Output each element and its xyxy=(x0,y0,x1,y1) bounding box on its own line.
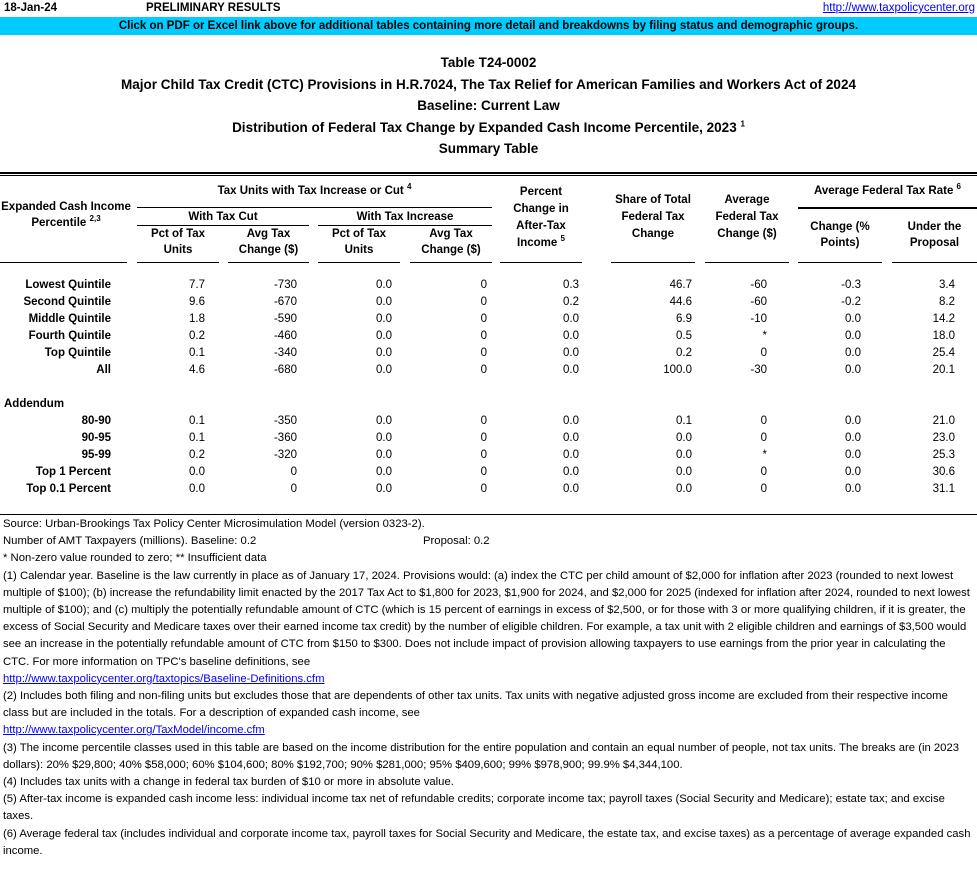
table-cell: 23.0 xyxy=(932,432,955,444)
table-cell: 0.0 xyxy=(563,483,579,495)
table-row xyxy=(0,330,977,347)
table-row xyxy=(0,279,977,296)
footnote-3: (3) The income percentile classes used in this table are based on the income distribution for the entire population and contain an equal number of people, not tax units. The breaks are (in 2023 dollars): 20% $29,800; 40% $58,000; 60% $104,600; 80% $192,700; 90% $281,000; 95% $409,600; 99% $978,900; 99.9% $4,344,100. xyxy=(3,741,960,771)
table-cell: 46.7 xyxy=(669,279,692,291)
header-underline xyxy=(500,262,582,263)
table-cell: 0 xyxy=(480,415,487,427)
baseline-label: Baseline: Current Law xyxy=(417,98,560,113)
table-cell: 0 xyxy=(480,449,487,461)
table-cell: 0.1 xyxy=(189,415,205,427)
header-text: Pct of Tax xyxy=(331,228,387,240)
table-cell: -60 xyxy=(750,279,767,291)
table-top-rule-2 xyxy=(0,175,977,176)
header-text: Under the xyxy=(907,221,962,233)
header-underline xyxy=(705,262,789,263)
table-cell: -340 xyxy=(273,347,297,359)
header-percentile xyxy=(0,200,132,231)
preliminary-label: PRELIMINARY RESULTS xyxy=(146,2,281,14)
table-cell: 0.0 xyxy=(376,483,392,495)
header-inc-pct-units xyxy=(318,227,400,258)
table-cell: 0.0 xyxy=(376,449,392,461)
header-text: Income xyxy=(517,237,558,249)
header-text: Change ($) xyxy=(238,243,299,256)
footnote-ref: 5 xyxy=(560,234,565,244)
header-text: Average xyxy=(724,194,770,206)
table-row xyxy=(0,466,977,483)
table-row xyxy=(0,415,977,432)
amt-proposal: Proposal: 0.2 xyxy=(423,535,490,548)
table-row xyxy=(0,347,977,364)
table-cell: 4.6 xyxy=(189,364,205,376)
table-cell: 0.0 xyxy=(189,466,205,478)
table-cell: 0.0 xyxy=(845,347,861,359)
header-text: Proposal xyxy=(909,237,960,249)
table-cell: 100.0 xyxy=(663,364,692,376)
header-underline xyxy=(892,262,977,263)
header-text xyxy=(500,235,582,252)
table-cell: 30.6 xyxy=(932,466,955,478)
table-cell: -30 xyxy=(750,364,767,376)
top-bar xyxy=(0,0,977,18)
table-cell: 0 xyxy=(480,432,487,444)
table-cell: 14.2 xyxy=(932,313,955,325)
table-id: Table T24-0002 xyxy=(440,55,537,70)
table-row xyxy=(0,364,977,381)
header-text: Change ($) xyxy=(717,228,777,240)
header-text: Units xyxy=(344,243,374,256)
table-cell: 0.2 xyxy=(676,347,692,359)
header-cut-pct-units xyxy=(137,227,219,258)
table-cell: 0.0 xyxy=(845,483,861,495)
table-cell: -460 xyxy=(273,330,297,342)
header-tax-units-group xyxy=(137,184,492,200)
table-cell: 0.0 xyxy=(376,466,392,478)
table-cell: 0.0 xyxy=(563,347,579,359)
table-cell: 0.1 xyxy=(676,415,692,427)
table-cell: 0.0 xyxy=(563,330,579,342)
header-text: Percentile xyxy=(31,216,87,229)
row-label: Fourth Quintile xyxy=(28,330,111,342)
header-inc-avg-change xyxy=(410,227,492,258)
table-cell: 0.0 xyxy=(376,313,392,325)
table-cell: 25.3 xyxy=(932,449,955,461)
source-note: Source: Urban-Brookings Tax Policy Center Microsimulation Model (version 0323-2). xyxy=(3,518,425,530)
header-text: Change (% xyxy=(810,221,870,233)
table-cell: 31.1 xyxy=(932,483,955,495)
table-cell: 0.0 xyxy=(563,364,579,376)
header-text: Federal Tax xyxy=(621,211,685,223)
table-cell: 0.0 xyxy=(563,466,579,478)
header-under-proposal xyxy=(892,219,977,251)
summary-label: Summary Table xyxy=(438,141,539,156)
table-cell: 6.9 xyxy=(676,313,692,325)
table-cell: 1.8 xyxy=(189,313,205,325)
footnote-ref: 4 xyxy=(406,182,412,192)
footnote-5: (5) After-tax income is expanded cash income less: individual income tax net of refundable credits; corporate income tax; payroll taxes (Social Security and Medicare); estate tax; and excise taxes. xyxy=(3,793,945,823)
header-text: Units xyxy=(163,243,193,256)
table-cell: 0.0 xyxy=(845,466,861,478)
row-label: 90-95 xyxy=(81,432,111,444)
header-text: Federal Tax xyxy=(715,211,779,223)
table-cell: 0.0 xyxy=(845,330,861,342)
table-cell: 0.0 xyxy=(376,364,392,376)
table-row xyxy=(0,449,977,466)
header-text: Average Federal Tax Rate xyxy=(814,185,954,197)
table-cell: 25.4 xyxy=(932,347,955,359)
table-cell: 0 xyxy=(760,432,767,444)
distribution-title xyxy=(0,117,977,139)
header-rate-change xyxy=(798,219,882,251)
table-cell: 0.2 xyxy=(563,296,579,308)
amt-baseline: Number of AMT Taxpayers (millions). Baseline: 0.2 xyxy=(3,535,257,548)
table-cell: 0 xyxy=(480,330,487,342)
table-cell: 0 xyxy=(480,364,487,376)
table-cell: -590 xyxy=(273,313,297,325)
row-label: 80-90 xyxy=(81,415,111,427)
footnote-ref: 6 xyxy=(956,182,961,192)
row-label: All xyxy=(96,364,111,376)
table-cell: 0.0 xyxy=(563,415,579,427)
table-cell: -670 xyxy=(273,296,297,308)
row-label: Middle Quintile xyxy=(28,313,111,325)
table-cell: 0.0 xyxy=(563,449,579,461)
table-cell: 0 xyxy=(290,466,297,478)
table-row xyxy=(0,483,977,500)
table-cell: 0.0 xyxy=(376,330,392,342)
notes-block xyxy=(3,516,975,860)
footnote-ref: 2,3 xyxy=(89,213,101,223)
info-banner: Click on PDF or Excel link above for additional tables containing more detail and breakdowns by filing status and demographic groups. xyxy=(0,17,977,35)
table-cell: * xyxy=(762,449,767,461)
table-title: Major Child Tax Credit (CTC) Provisions in H.R.7024, The Tax Relief for American Families and Workers Act of 2024 xyxy=(121,76,856,92)
header-cut-avg-change xyxy=(228,227,309,258)
table-cell: * xyxy=(762,330,767,342)
table-cell: 0.0 xyxy=(845,415,861,427)
table-cell: -730 xyxy=(273,279,297,291)
header-underline xyxy=(137,225,309,226)
table-cell: 0 xyxy=(290,483,297,495)
table-cell: 0.0 xyxy=(845,313,861,325)
table-cell: -60 xyxy=(750,296,767,308)
table-cell: 0 xyxy=(760,466,767,478)
header-avg-fed-change xyxy=(705,192,789,243)
legend-note: * Non-zero value rounded to zero; ** Insufficient data xyxy=(3,552,267,565)
table-cell: 0.0 xyxy=(376,279,392,291)
table-cell: -680 xyxy=(273,364,297,376)
header-text: Share of Total xyxy=(615,194,691,206)
report-date: 18-Jan-24 xyxy=(4,2,58,14)
header-text: Change ($) xyxy=(421,243,481,256)
income-definition-link[interactable]: http://www.taxpolicycenter.org/TaxModel/income.cfm xyxy=(3,724,265,737)
row-label: Top 0.1 Percent xyxy=(26,483,111,495)
header-underline xyxy=(318,225,492,226)
addendum-label: Addendum xyxy=(4,398,65,410)
row-label: Lowest Quintile xyxy=(25,279,111,291)
header-text: After-Tax xyxy=(516,220,566,232)
table-cell: 0 xyxy=(480,279,487,291)
footnote-ref: 1 xyxy=(740,119,745,128)
table-cell: 0 xyxy=(480,466,487,478)
table-cell: 0.0 xyxy=(676,483,692,495)
table-cell: 0.0 xyxy=(676,432,692,444)
table-cell: 0.0 xyxy=(376,347,392,359)
header-text: Avg Tax xyxy=(429,228,473,240)
table-cell: 7.7 xyxy=(189,279,205,291)
table-cell: 0.0 xyxy=(676,449,692,461)
header-underline xyxy=(137,207,492,208)
table-cell: 0 xyxy=(760,415,767,427)
header-underline xyxy=(318,262,400,263)
header-underline xyxy=(611,262,695,263)
table-cell: 21.0 xyxy=(932,415,955,427)
table-cell: 3.4 xyxy=(939,279,955,291)
table-row xyxy=(0,313,977,330)
table-cell: -350 xyxy=(273,415,297,427)
header-percentile-line1: Expanded Cash Income xyxy=(1,201,131,213)
header-underline xyxy=(137,262,219,263)
table-cell: 0.2 xyxy=(189,449,205,461)
table-cell: -0.2 xyxy=(841,296,861,308)
table-cell: 9.6 xyxy=(189,296,205,308)
row-label: Second Quintile xyxy=(23,296,111,308)
table-cell: 8.2 xyxy=(939,296,955,308)
title-block xyxy=(0,52,977,160)
table-cell: 0 xyxy=(760,347,767,359)
table-cell: 0.1 xyxy=(189,432,205,444)
header-underline xyxy=(0,262,127,263)
table-cell: 0 xyxy=(480,347,487,359)
header-text: Points) xyxy=(820,237,860,249)
table-cell: 0.3 xyxy=(563,279,579,291)
header-pct-after-tax xyxy=(500,184,582,252)
table-cell: 0.0 xyxy=(845,432,861,444)
table-cell: 0 xyxy=(480,483,487,495)
table-row xyxy=(0,296,977,313)
header-text: Change in xyxy=(513,203,569,215)
row-label: Top 1 Percent xyxy=(35,466,111,478)
footnote-4: (4) Includes tax units with a change in federal tax burden of $10 or more in absolute value. xyxy=(3,776,454,789)
table-bottom-rule xyxy=(0,514,977,515)
table-cell: 0 xyxy=(760,483,767,495)
header-text: Tax Units with Tax Increase or Cut xyxy=(217,185,404,197)
table-cell: -360 xyxy=(273,432,297,444)
header-text: Pct of Tax xyxy=(150,228,206,240)
row-label: Top Quintile xyxy=(44,347,111,359)
header-share-total xyxy=(611,192,695,243)
baseline-definitions-link[interactable]: http://www.taxpolicycenter.org/taxtopics/Baseline-Definitions.cfm xyxy=(3,672,325,685)
table-cell: 0 xyxy=(480,296,487,308)
header-text: Change xyxy=(631,228,675,240)
table-cell: 0.0 xyxy=(563,432,579,444)
table-cell: -320 xyxy=(273,449,297,461)
table-cell: 0 xyxy=(480,313,487,325)
amt-note xyxy=(3,533,975,550)
table-cell: 44.6 xyxy=(669,296,692,308)
table-cell: 0.0 xyxy=(676,466,692,478)
footnote-6: (6) Average federal tax (includes individual and corporate income tax, payroll taxes for Social Security and Medicare, the estate tax, and excise taxes) as a percentage of average expanded cash income. xyxy=(3,827,971,857)
table-cell: 0.0 xyxy=(376,432,392,444)
header-with-tax-increase: With Tax Increase xyxy=(356,211,454,223)
row-label: 95-99 xyxy=(81,449,111,461)
distribution-text: Distribution of Federal Tax Change by Expanded Cash Income Percentile, 2023 xyxy=(232,119,737,135)
header-percentile-line2 xyxy=(0,213,132,232)
footnote-2: (2) Includes both filing and non-filing units but excludes those that are dependents of other tax units. Tax units with negative adjusted gross income are excluded from their respective income class but are included in the totals. For a description of expanded cash income, see xyxy=(3,690,948,720)
header-text: Avg Tax xyxy=(246,228,291,240)
table-cell: 0.1 xyxy=(189,347,205,359)
table-row xyxy=(0,432,977,449)
table-top-rule xyxy=(0,172,977,174)
table-cell: 0.0 xyxy=(845,364,861,376)
table-cell: 0.0 xyxy=(845,449,861,461)
footnote-1: (1) Calendar year. Baseline is the law currently in place as of January 17, 2024. Provisions would: (a) index the CTC per child amount of $2,000 for inflation after 2023 (rounded to next lowest multiple of $100); (b) increase the refundability limit enacted by the 2017 Tax Act to $1,800 for 2023, $1,900 for 2024, and $2,000 for 2025 (indexed for inflation after 2024, rounded to next lowest multiple of $100); and (c) multiply the potentially refundable amount of CTC (which is 15 percent of earnings in excess of $2,500, or for those with 3 or more qualifying children, if it is greater, the excess of Social Security and Medicare taxes over their earned income tax credit) by the number of eligible children. For example, a tax unit with 2 eligible children and earnings of $3,500 would see an increase in the potentially refundable amount of CTC from $150 to $300. Does not include impact of provision allowing taxpayers to use earnings from the prior year in calculating the CTC. For more information on TPC's baseline definitions, see xyxy=(3,569,970,668)
table-cell: 0.2 xyxy=(189,330,205,342)
header-underline xyxy=(798,262,882,263)
table-cell: 0.0 xyxy=(189,483,205,495)
header-avg-rate-group xyxy=(798,184,977,200)
table-cell: 20.1 xyxy=(932,364,955,376)
header-with-tax-cut: With Tax Cut xyxy=(188,211,258,223)
table-cell: 18.0 xyxy=(932,330,955,342)
table-cell: 0.5 xyxy=(676,330,692,342)
header-underline xyxy=(410,262,492,263)
table-cell: 0.0 xyxy=(376,415,392,427)
table-cell: -10 xyxy=(750,313,767,325)
site-link[interactable]: http://www.taxpolicycenter.org xyxy=(822,2,975,14)
table-cell: 0.0 xyxy=(376,296,392,308)
header-underline xyxy=(228,262,309,263)
table-cell: -0.3 xyxy=(841,279,861,291)
header-text: Percent xyxy=(519,186,563,198)
header-underline xyxy=(798,207,977,209)
table-cell: 0.0 xyxy=(563,313,579,325)
